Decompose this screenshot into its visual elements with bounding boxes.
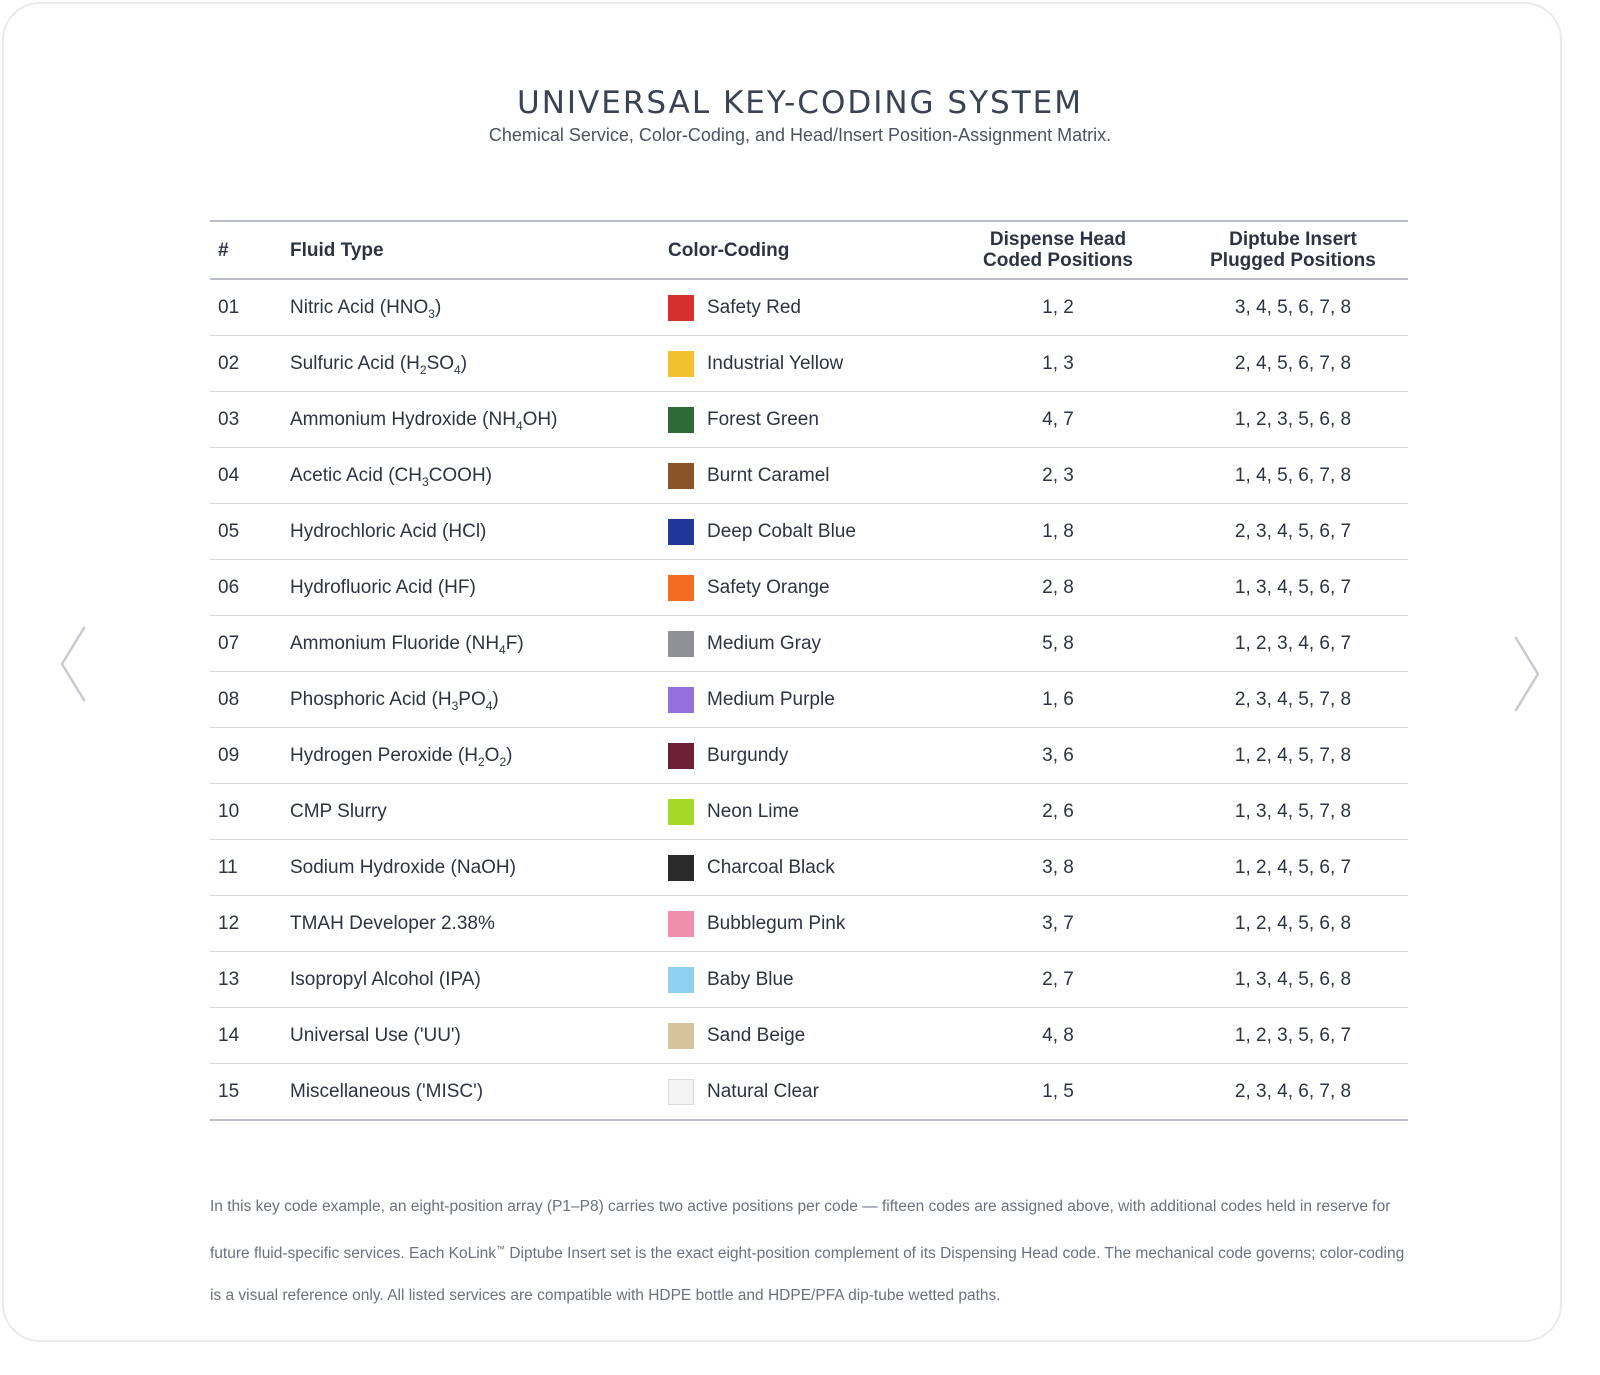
- diptube-insert-positions: 1, 2, 3, 4, 6, 7: [1178, 616, 1408, 672]
- row-number: 08: [210, 672, 290, 728]
- fluid-type: [290, 728, 668, 784]
- color-swatch: [668, 463, 694, 489]
- dispense-head-positions: 1, 2: [938, 279, 1178, 336]
- fluid-subscript: 4: [515, 418, 523, 433]
- fluid-text: ): [506, 744, 513, 766]
- table-row: [210, 504, 1408, 560]
- fluid-text: TMAH Developer 2.38%: [290, 912, 495, 934]
- table-row: [210, 616, 1408, 672]
- fluid-type: [290, 1064, 668, 1121]
- fluid-text: SO: [426, 352, 455, 374]
- fluid-subscript: 4: [485, 698, 493, 713]
- dispense-head-positions: 2, 8: [938, 560, 1178, 616]
- color-name: Deep Cobalt Blue: [707, 520, 856, 542]
- fluid-text: Ammonium Fluoride (NH: [290, 632, 500, 654]
- row-number: 15: [218, 1080, 240, 1102]
- fluid-text: Sulfuric Acid (H: [290, 352, 420, 374]
- row-number: 03: [210, 392, 290, 448]
- color-name: Safety Orange: [707, 576, 830, 598]
- dispense-head-positions: 1, 8: [938, 504, 1178, 560]
- table-row: [210, 840, 1408, 896]
- dispense-head-positions: 3, 7: [938, 896, 1178, 952]
- chevron-right-icon[interactable]: [1510, 634, 1550, 724]
- row-number: 02: [210, 336, 290, 392]
- diptube-insert-positions: 1, 2, 4, 5, 6, 8: [1178, 896, 1408, 952]
- fluid-text: Sodium Hydroxide (NaOH): [290, 856, 516, 878]
- color-swatch: [668, 967, 694, 993]
- color-name: Natural Clear: [707, 1080, 819, 1102]
- fluid-type: [290, 672, 668, 728]
- fluid-text: Acetic Acid (CH: [290, 464, 422, 486]
- fluid-type: [290, 896, 668, 952]
- diptube-insert-positions: 2, 3, 4, 5, 7, 8: [1178, 672, 1408, 728]
- color-name: Burnt Caramel: [707, 464, 830, 486]
- color-coding: [668, 952, 938, 1008]
- color-coding: [668, 279, 938, 336]
- table-row: [210, 952, 1408, 1008]
- header-diptube-insert-line1: Diptube Insert: [1229, 229, 1357, 250]
- dispense-head-positions: 3, 8: [938, 840, 1178, 896]
- diptube-insert-positions: 1, 3, 4, 5, 6, 8: [1178, 952, 1408, 1008]
- page-title: UNIVERSAL KEY-CODING SYSTEM: [517, 84, 1083, 121]
- fluid-subscript: 3: [451, 698, 459, 713]
- diptube-insert-positions: 2, 4, 5, 6, 7, 8: [1178, 336, 1408, 392]
- color-coding: [668, 336, 938, 392]
- fluid-type: [290, 392, 668, 448]
- fluid-subscript: 3: [421, 474, 429, 489]
- table-header-row: [210, 221, 1408, 279]
- color-coding: [668, 448, 938, 504]
- header-color-coding: Color-Coding: [668, 221, 938, 279]
- table-row: [210, 448, 1408, 504]
- diptube-insert-positions: 1, 2, 3, 5, 6, 7: [1178, 1008, 1408, 1064]
- footnote-text: Diptube Insert set is the exact eight-position complement of its Dispensing Head code. The mechanical code governs; color-coding is a visual reference only. All listed services are compatible with HDPE bottle and HDPE/PFA dip-tube wetted paths.: [210, 1245, 1405, 1305]
- fluid-text: PO: [458, 688, 486, 710]
- header-fluid-type: Fluid Type: [290, 221, 668, 279]
- color-name: Neon Lime: [707, 800, 799, 822]
- fluid-type: [290, 560, 668, 616]
- color-swatch: [668, 575, 694, 601]
- color-coding: [668, 504, 938, 560]
- footnote: [210, 1186, 1410, 1317]
- fluid-text: ): [492, 688, 499, 710]
- header-diptube-insert-line2: Plugged Positions: [1210, 250, 1376, 271]
- row-number: 05: [210, 504, 290, 560]
- color-coding: [668, 728, 938, 784]
- header-diptube-insert: [1178, 221, 1408, 279]
- color-coding: [668, 784, 938, 840]
- row-number: 01: [210, 279, 290, 336]
- fluid-text: ): [434, 296, 442, 318]
- diptube-insert-positions: 2, 3, 4, 5, 6, 7: [1178, 504, 1408, 560]
- footnote-text: In this key code example, an eight-position array (P1–P8) carries two active positions per code — fifteen codes are assigned above, with additional codes held in reserve for future fluid-specific services. Each KoLink: [210, 1198, 1391, 1263]
- fluid-text: Universal Use ('UU'): [290, 1024, 461, 1046]
- fluid-subscript: 3: [428, 306, 435, 321]
- table-body: [210, 279, 1408, 1120]
- fluid-text: COOH): [428, 464, 492, 486]
- color-swatch: [668, 351, 694, 377]
- table-row: [210, 279, 1408, 336]
- color-coding: [668, 1008, 938, 1064]
- diptube-insert-positions: 1, 2, 4, 5, 6, 7: [1178, 840, 1408, 896]
- dispense-head-positions: 1, 3: [938, 336, 1178, 392]
- color-swatch: [668, 687, 694, 713]
- page-subtitle: Chemical Service, Color-Coding, and Head/Insert Position-Assignment Matrix.: [488, 125, 1112, 145]
- table-row: [210, 336, 1408, 392]
- row-number: 13: [210, 952, 290, 1008]
- diptube-insert-positions: 1, 3, 4, 5, 6, 7: [1178, 560, 1408, 616]
- row-number: 14: [210, 1008, 290, 1064]
- row-number: 11: [210, 840, 290, 896]
- fluid-type: [290, 952, 668, 1008]
- fluid-subscript: 4: [454, 362, 461, 377]
- fluid-type: [290, 336, 668, 392]
- table-row: [210, 784, 1408, 840]
- fluid-text: F): [505, 632, 524, 654]
- table-row: [210, 896, 1408, 952]
- color-name: Safety Red: [707, 296, 801, 318]
- table-row: [210, 728, 1408, 784]
- fluid-type: [290, 448, 668, 504]
- color-swatch: [668, 1079, 694, 1105]
- diptube-insert-positions: 1, 4, 5, 6, 7, 8: [1178, 448, 1408, 504]
- diptube-insert-positions: 1, 3, 4, 5, 7, 8: [1178, 784, 1408, 840]
- color-swatch: [668, 855, 694, 881]
- row-number: 07: [210, 616, 290, 672]
- color-swatch: [668, 519, 694, 545]
- color-coding: [668, 840, 938, 896]
- color-coding: [668, 560, 938, 616]
- color-coding: [668, 392, 938, 448]
- fluid-type: [290, 616, 668, 672]
- header-number: #: [210, 221, 290, 279]
- color-name: Industrial Yellow: [707, 352, 844, 374]
- dispense-head-positions: 2, 3: [938, 448, 1178, 504]
- color-swatch: [668, 631, 694, 657]
- fluid-type: [290, 784, 668, 840]
- fluid-text: CMP Slurry: [290, 800, 387, 822]
- dispense-head-positions: 4, 8: [938, 1008, 1178, 1064]
- color-swatch: [668, 911, 694, 937]
- diptube-insert-positions: 2, 3, 4, 6, 7, 8: [1234, 1080, 1352, 1102]
- fluid-subscript: 2: [477, 754, 485, 769]
- color-name: Charcoal Black: [707, 856, 835, 878]
- dispense-head-positions: 4, 7: [938, 392, 1178, 448]
- color-name: Forest Green: [707, 408, 819, 430]
- row-number: 09: [210, 728, 290, 784]
- diptube-insert-positions: 3, 4, 5, 6, 7, 8: [1178, 279, 1408, 336]
- color-swatch: [668, 799, 694, 825]
- fluid-text: Hydrogen Peroxide (H: [290, 744, 478, 766]
- fluid-subscript: 4: [499, 642, 506, 657]
- color-coding: [668, 672, 938, 728]
- trademark-symbol: ™: [496, 1244, 506, 1254]
- color-coding: [668, 616, 938, 672]
- dispense-head-positions: 2, 6: [938, 784, 1178, 840]
- color-name: Baby Blue: [707, 968, 794, 990]
- header-dispense-head-line1: Dispense Head: [989, 229, 1127, 250]
- table-row: [210, 560, 1408, 616]
- fluid-text: O: [484, 744, 500, 766]
- dispense-head-positions: 5, 8: [938, 616, 1178, 672]
- table-row: [210, 1064, 1408, 1121]
- fluid-text: Ammonium Hydroxide (NH: [290, 408, 516, 430]
- color-name: Medium Purple: [707, 688, 835, 710]
- chevron-left-icon[interactable]: [56, 624, 96, 714]
- table-row: [210, 392, 1408, 448]
- color-coding: [668, 1064, 938, 1121]
- fluid-type: [290, 504, 668, 560]
- dispense-head-positions: 2, 7: [938, 952, 1178, 1008]
- row-number: 10: [210, 784, 290, 840]
- dispense-head-positions: 1, 6: [938, 672, 1178, 728]
- color-swatch: [668, 407, 694, 433]
- header-dispense-head: [938, 221, 1178, 279]
- fluid-type: [290, 1008, 668, 1064]
- dispense-head-positions: 3, 6: [938, 728, 1178, 784]
- fluid-subscript: 2: [499, 754, 507, 769]
- color-swatch: [668, 295, 694, 321]
- fluid-subscript: 2: [419, 362, 427, 377]
- fluid-text: Hydrochloric Acid (HCl): [290, 520, 487, 542]
- diptube-insert-positions: 1, 2, 3, 5, 6, 8: [1178, 392, 1408, 448]
- row-number: 12: [210, 896, 290, 952]
- fluid-text: Hydrofluoric Acid (HF): [290, 576, 476, 598]
- dispense-head-positions: 1, 5: [1042, 1080, 1074, 1102]
- fluid-type: [290, 840, 668, 896]
- fluid-text: ): [460, 352, 468, 374]
- header-dispense-head-line2: Coded Positions: [983, 250, 1133, 271]
- diptube-insert-positions: 1, 2, 4, 5, 7, 8: [1178, 728, 1408, 784]
- fluid-text: OH): [522, 408, 558, 430]
- row-number: 06: [210, 560, 290, 616]
- fluid-text: Miscellaneous ('MISC'): [290, 1080, 484, 1102]
- color-name: Bubblegum Pink: [707, 912, 846, 934]
- fluid-type: [290, 279, 668, 336]
- color-name: Medium Gray: [707, 632, 822, 654]
- fluid-text: Nitric Acid (HNO: [290, 296, 429, 318]
- row-number: 04: [210, 448, 290, 504]
- key-coding-table: [210, 220, 1408, 1121]
- color-swatch: [668, 743, 694, 769]
- fluid-text: Isopropyl Alcohol (IPA): [290, 968, 481, 990]
- color-swatch: [668, 1023, 694, 1049]
- table-row: [210, 672, 1408, 728]
- table-row: [210, 1008, 1408, 1064]
- color-coding: [668, 896, 938, 952]
- color-name: Sand Beige: [707, 1024, 806, 1046]
- fluid-text: Phosphoric Acid (H: [290, 688, 452, 710]
- color-name: Burgundy: [707, 744, 789, 766]
